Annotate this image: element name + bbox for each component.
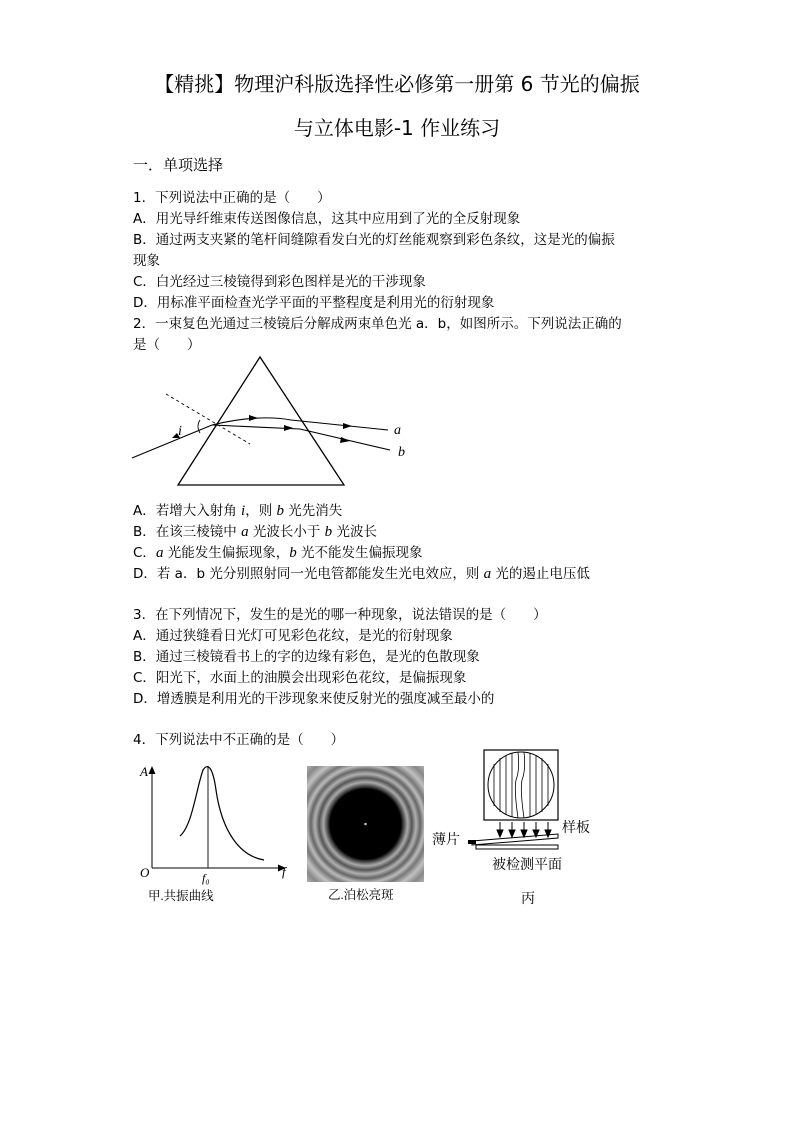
- origin-label: O: [140, 865, 150, 880]
- prism-diagram: [128, 352, 418, 492]
- q1-option-a: A．用光导纤维束传送图像信息，这其中应用到了光的全反射现象: [133, 211, 521, 227]
- q2-option-d: D．若 a．b 光分别照射同一光电管都能发生光电效应，则 a 光的遏止电压低: [133, 566, 590, 582]
- incident-ray: [132, 425, 212, 458]
- y-axis-label: A: [140, 764, 148, 779]
- ray-a-out: [291, 420, 388, 430]
- q2-option-a: A．若增大入射角 i，则 b 光先消失: [133, 503, 343, 519]
- angle-label: i: [178, 424, 182, 439]
- arrow-a-inside: [249, 415, 258, 421]
- sample-label: 样板: [562, 821, 590, 836]
- q1-option-b: B．通过两支夹紧的笔杆间缝隙看发白光的灯丝能观察到彩色条纹，这是光的偏振: [133, 232, 615, 248]
- q1-stem: 1．下列说法中正确的是（ ）: [133, 190, 331, 206]
- tested-plane: [476, 845, 558, 849]
- section-heading: 一．单项选择: [133, 156, 224, 174]
- doc-title-line2: 与立体电影-1 作业练习: [293, 116, 501, 140]
- q4-stem: 4．下列说法中不正确的是（ ）: [133, 732, 345, 748]
- film-label: 薄片: [432, 833, 460, 848]
- q3-stem: 3．在下列情况下，发生的是光的哪一种现象，说法错误的是（ ）: [133, 607, 547, 623]
- q3-option-d: D．增透膜是利用光的干涉现象来使反射光的强度减至最小的: [133, 691, 495, 707]
- doc-title-line1: 【精挑】物理沪科版选择性必修第一册第 6 节光的偏振: [154, 72, 640, 96]
- ray-b-label: b: [398, 445, 405, 460]
- fig1-caption: 甲.共振曲线: [148, 889, 214, 903]
- q3-option-c: C．阳光下，水面上的油膜会出现彩色花纹，是偏振现象: [133, 670, 467, 686]
- q1-option-c: C．白光经过三棱镜得到彩色图样是光的干涉现象: [133, 274, 426, 290]
- ray-a-label: a: [394, 423, 401, 438]
- q3-option-b: B．通过三棱镜看书上的字的边缘有彩色，是光的色散现象: [133, 649, 480, 665]
- q2-option-b: B．在该三棱镜中 a 光波长小于 b 光波长: [133, 524, 377, 540]
- q3-option-a: A．通过狭缝看日光灯可见彩色花纹，是光的衍射现象: [133, 628, 453, 644]
- fig2-caption: 乙.泊松亮斑: [328, 888, 394, 902]
- q2-stem-cont: 是（ ）: [133, 337, 201, 353]
- prism-triangle: [178, 357, 344, 485]
- q2-option-c: C．a 光能发生偏振现象，b 光不能发生偏振现象: [133, 545, 423, 561]
- plane-label: 被检测平面: [492, 858, 562, 873]
- peak-label: f₀: [202, 871, 210, 885]
- resonance-curve-figure: [130, 760, 295, 910]
- q1-option-d: D．用标准平面检查光学平面的平整程度是利用光的衍射现象: [133, 295, 495, 311]
- thin-sheet: [468, 840, 476, 844]
- poisson-spot-figure: [306, 765, 426, 905]
- fig3-caption: 丙: [521, 892, 535, 907]
- sample-plate: [472, 834, 558, 845]
- arrow-b-inside: [284, 425, 293, 431]
- q1-option-b-cont: 现象: [133, 253, 160, 269]
- bright-spot: [364, 823, 367, 826]
- q2-stem: 2．一束复色光通过三棱镜后分解成两束单色光 a．b，如图所示。下列说法正确的: [133, 316, 622, 332]
- arrow-a-out: [343, 423, 352, 429]
- resonance-curve: [180, 767, 264, 860]
- flatness-test-figure: [428, 748, 608, 910]
- x-axis-label: f: [282, 864, 286, 879]
- interference-fringes: [494, 752, 548, 818]
